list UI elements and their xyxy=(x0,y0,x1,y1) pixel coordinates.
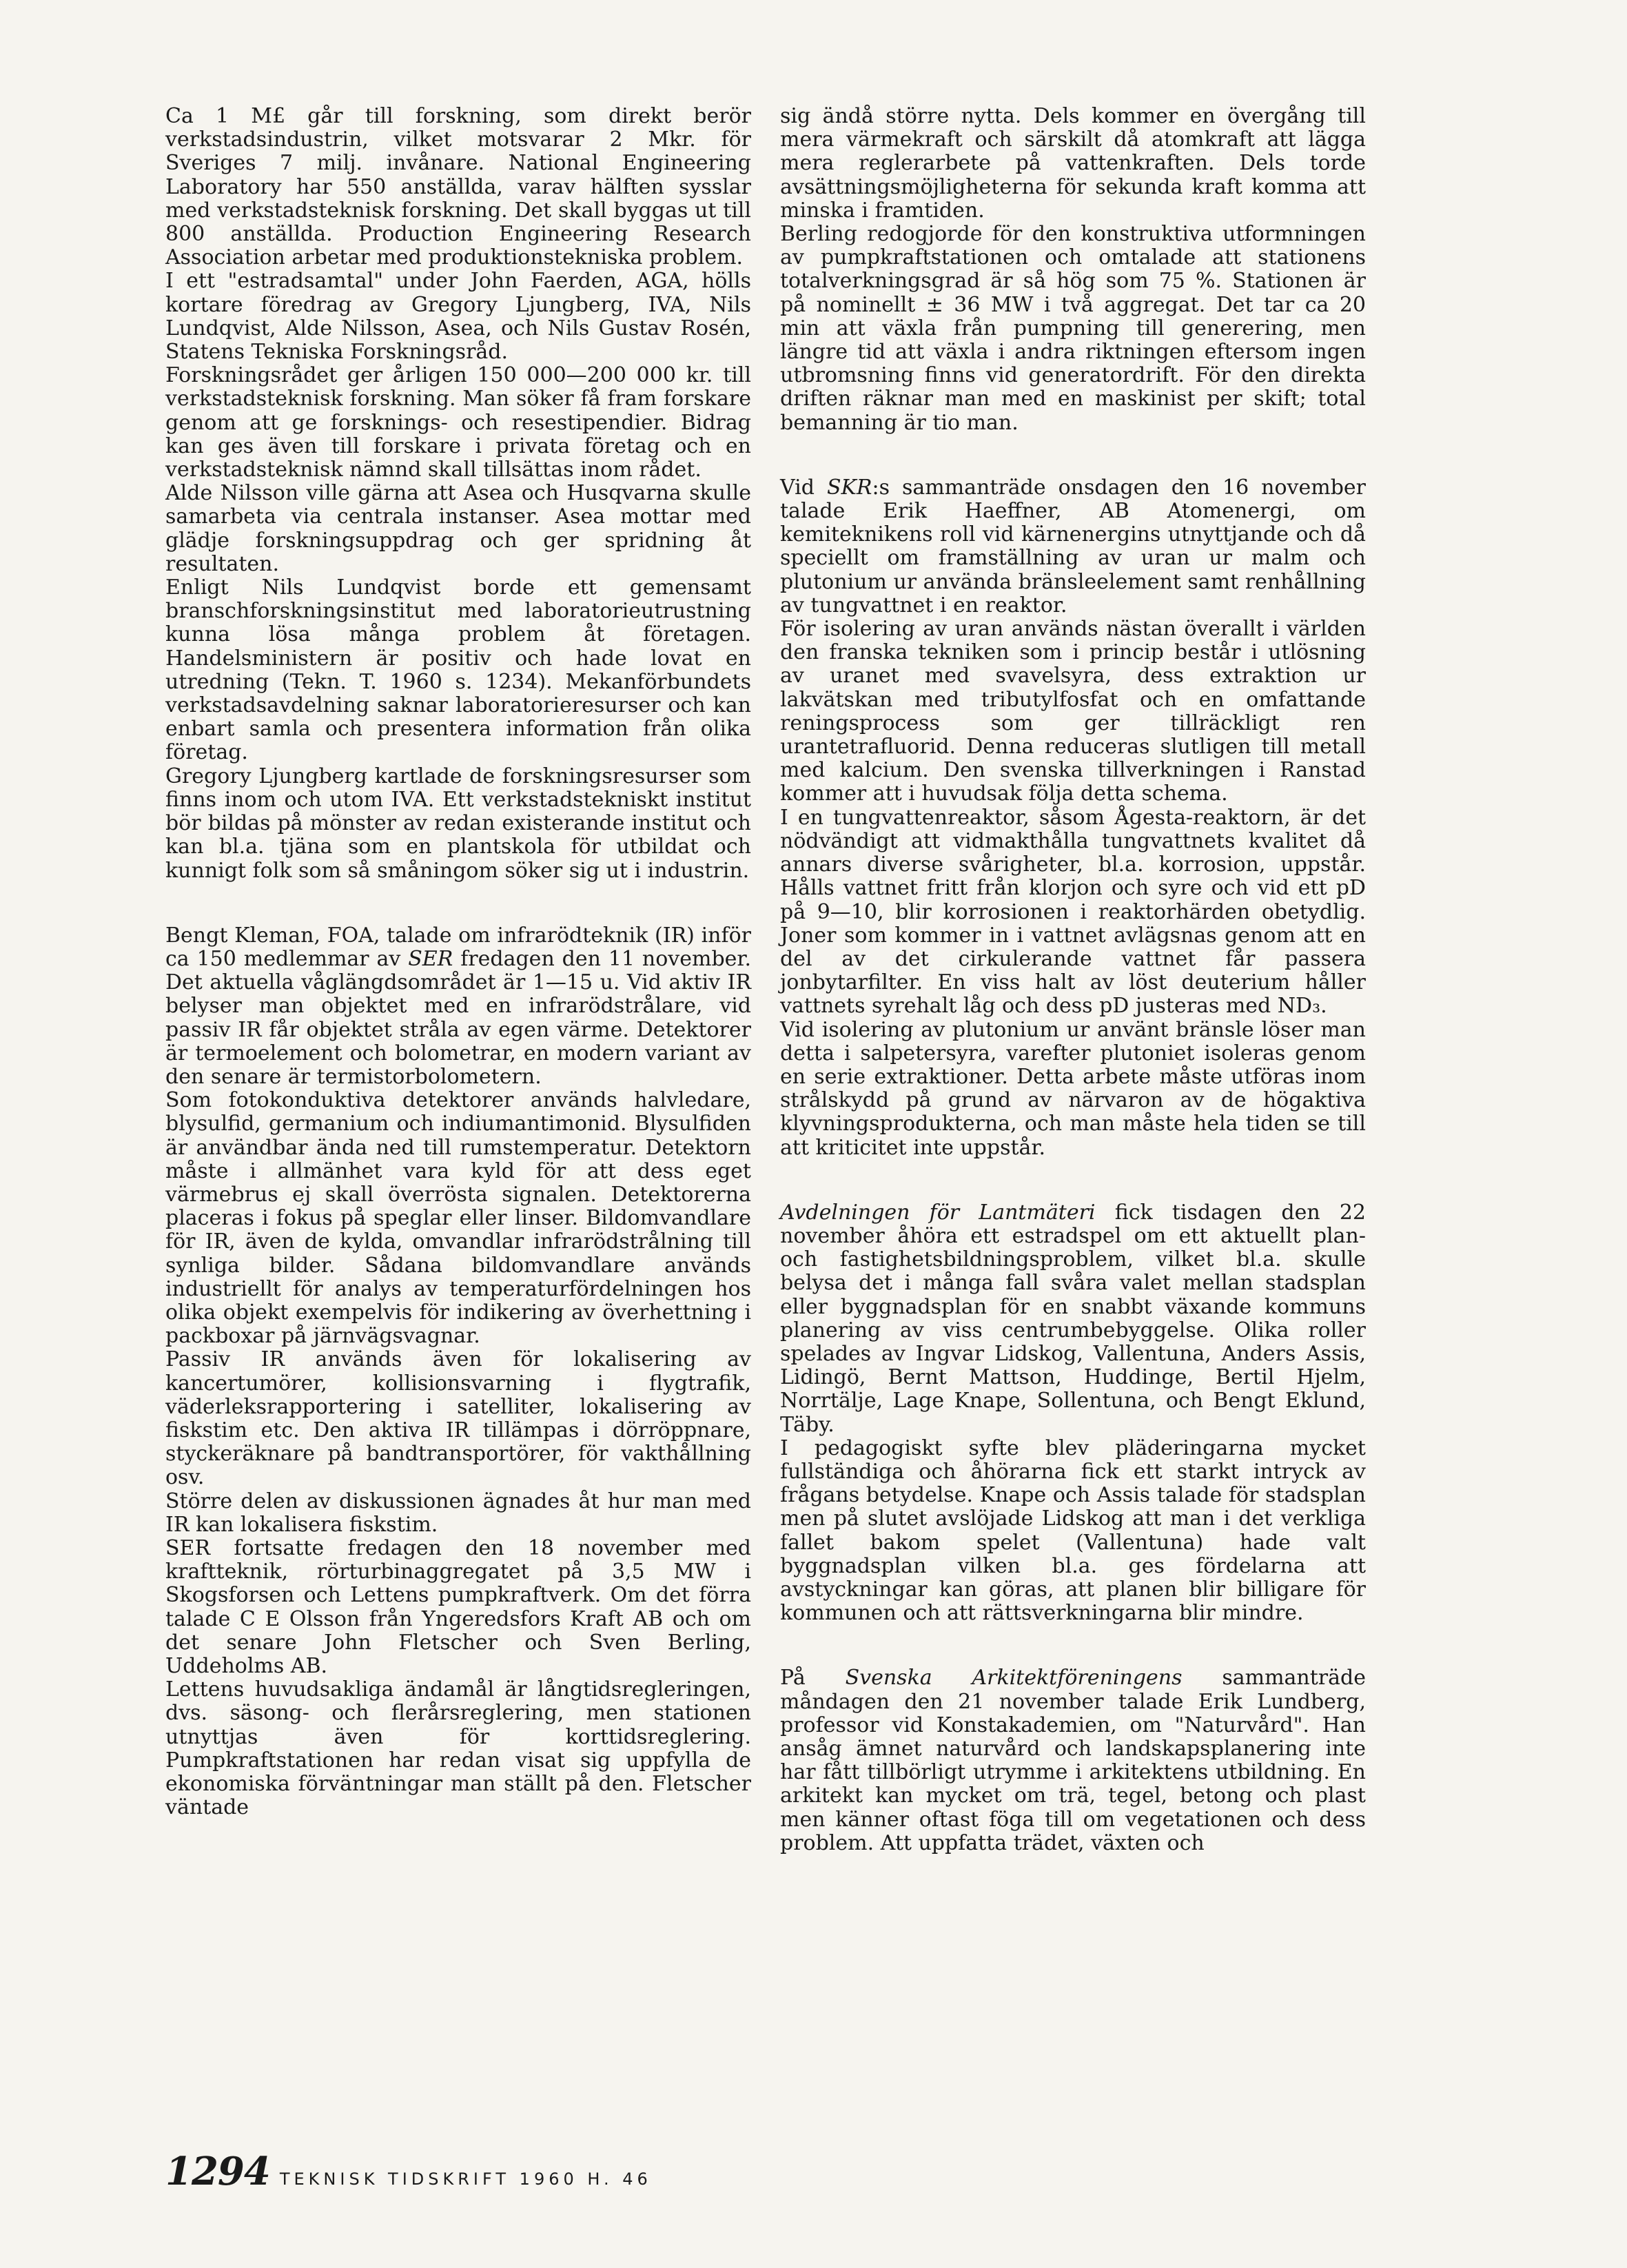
text-run: Vid xyxy=(780,475,827,500)
paragraph: Lettens huvudsakliga ändamål är långtidsregleringen, dvs. säsong- och flerårsreglering, men stationen utnyttjas även för korttidsreglering. Pumpkraftstationen har redan visat sig uppfylla de ekonomiska förväntningar man ställt på den. Fletscher väntade xyxy=(165,1677,751,1820)
paragraph xyxy=(165,924,751,1089)
paragraph: Enligt Nils Lundqvist borde ett gemensamt branschforskningsinstitut med laboratorieutrustning kunna lösa många problem åt företagen. Handelsministern är positiv och hade lovat en utredning (Tekn. T. 1960 s. 1234). Mekanförbundets verkstadsavdelning saknar laboratorieresurser och kan enbart samla och presentera information från olika företag. xyxy=(165,575,751,765)
page-number: 1294 xyxy=(165,2149,270,2194)
paragraph: Gregory Ljungberg kartlade de forskningsresurser som finns inom och utom IVA. Ett verkstadstekniskt institut bör bildas på mönster av redan existerande institut och kan bl.a. tjäna som en plantskola för utbildat och kunnigt folk som så småningom söker sig ut i industrin. xyxy=(165,764,751,883)
paragraph: I pedagogiskt syfte blev pläderingarna mycket fullständiga och åhörarna fick ett starkt intryck av frågans betydelse. Knape och Assis talade för stadsplan men på slutet avslöjade Lidskog att man i det verkliga fallet bakom spelet (Vallentuna) hade valt byggnadsplan vilken bl.a. ges fördelarna att avstyckningar kan göras, att planen blir billigare för kommunen och att rättsverkningarna blir mindre. xyxy=(780,1436,1366,1626)
paragraph: Som fotokonduktiva detektorer används halvledare, blysulfid, germanium och indiumantimonid. Blysulfiden är användbar ända ned till rumstemperatur. Detektorn måste i allmänhet vara kyld för att dess eget värmebrus ej skall överrösta signalen. Detektorerna placeras i fokus på speglar eller linser. Bildomvandlare för IR, även de kylda, omvandlar infrarödstrålning till synliga bilder. Sådana bildomvandlare används industriellt för analys av temperaturfördelningen hos olika objekt exempelvis för indikering av överhettning i packboxar på järnvägsvagnar. xyxy=(165,1088,751,1349)
text-run: fick tisdagen den 22 november åhöra ett estradspel om ett aktuellt plan- och fastighetsbildningsproblem, vilket bl.a. skulle belysa det i många fall svåra valet mellan stadsplan eller byggnadsplan för en snabbt växande kommuns planering av viss centrumbebyggelse. Olika roller spelades av Ingvar Lidskog, Vallentuna, Anders Assis, Lidingö, Bernt Mattson, Huddinge, Bertil Hjelm, Norrtälje, Lage Knape, Sollentuna, och Bengt Eklund, Täby. xyxy=(780,1200,1366,1437)
page-footer xyxy=(165,2149,652,2194)
paragraph: sig ändå större nytta. Dels kommer en övergång till mera värmekraft och särskilt då atomkraft att lägga mera reglerarbete på vattenkraften. Dels torde avsättningsmöjligheterna för sekunda kraft komma att minska i framtiden. xyxy=(780,104,1366,223)
paragraph: I en tungvattenreaktor, såsom Ågesta-reaktorn, är det nödvändigt att vidmakthålla tungvattnets kvalitet då annars diverse svårigheter, bl.a. korrosion, uppstår. Hålls vattnet fritt från klorjon och syre och vid ett pD på 9—10, blir korrosionen i reaktorhärden obetydlig. Joner som kommer in i vattnet avlägsnas genom att en del av det cirkulerande vattnet får passera jonbytarfilter. En viss halt av löst deuterium håller vattnets syrehalt låg och dess pD justeras med ND₃. xyxy=(780,805,1366,1019)
paragraph: Vid isolering av plutonium ur använt bränsle löser man detta i salpetersyra, varefter plutoniet isoleras genom en serie extraktioner. Detta arbete måste utföras inom strålskydd på grund av närvaron av de högaktiva klyvningsprodukterna, och man måste hela tiden se till att kriticitet inte uppstår. xyxy=(780,1017,1366,1160)
text-run: sammanträde måndagen den 21 november talade Erik Lundberg, professor vid Konstakademien, om "Naturvård". Han ansåg ämnet naturvård och landskapsplanering inte har fått tillbörligt utrymme i arkitektens utbildning. En arkitekt kan mycket om trä, tegel, betong och plast men känner oftast föga till om vegetationen och dess problem. Att uppfatta trädet, växten och xyxy=(780,1666,1366,1855)
left-column xyxy=(165,105,751,1819)
paragraph: För isolering av uran används nästan överallt i världen den franska tekniken som i princip består i utlösning av uranet med svavelsyra, dess extraktion ur lakvätskan med tributylfosfat och en omfattande reningsprocess som ger tillräckligt ren urantetrafluorid. Denna reduceras slutligen till metall med kalcium. Den svenska tillverkningen i Ranstad kommer att i huvudsak följa detta schema. xyxy=(780,617,1366,806)
paragraph: Alde Nilsson ville gärna att Asea och Husqvarna skulle samarbeta via centrala instanser. Asea mottar med glädje forskningsuppdrag och ger spridning åt resultaten. xyxy=(165,481,751,576)
paragraph: Forskningsrådet ger årligen 150 000—200 000 kr. till verkstadsteknisk forskning. Man söker få fram forskare genom att ge forsknings- och resestipendier. Bidrag kan ges även till forskare i privata företag och en verkstadsteknisk nämnd skall tillsättas inom rådet. xyxy=(165,363,751,482)
paragraph: SER fortsatte fredagen den 18 november med kraftteknik, rörturbinaggregatet på 3,5 MW i Skogsforsen och Lettens pumpkraftverk. Om det förra talade C E Olsson från Yngeredsfors Kraft AB och om det senare John Fletscher och Sven Berling, Uddeholms AB. xyxy=(165,1535,751,1678)
right-column xyxy=(780,105,1366,1855)
text-run: :s sammanträde onsdagen den 16 november talade Erik Haeffner, AB Atomenergi, om kemiteknikens roll vid kärnenergins utnyttjande och då speciellt om framställning av uran ur malm och plutonium ur använda bränsleelement samt renhållning av tungvattnet i en reaktor. xyxy=(780,475,1366,617)
organization-name: Avdelningen för Lantmäteri xyxy=(780,1200,1096,1225)
paragraph xyxy=(780,476,1366,617)
paragraph: Passiv IR används även för lokalisering av kancertumörer, kollisionsvarning i flygtrafik, väderleksrapportering i satelliter, lokalisering av fiskstim etc. Den aktiva IR tillämpas i dörröppnare, styckeräknare på bandtransportörer, för vakthållning osv. xyxy=(165,1347,751,1490)
paragraph: Större delen av diskussionen ägnades åt hur man med IR kan lokalisera fiskstim. xyxy=(165,1489,751,1537)
paragraph: Berling redogjorde för den konstruktiva utformningen av pumpkraftstationen och omtalade att stationens totalverkningsgrad är så hög som 75 %. Stationen är på nominellt ± 36 MW i två aggregat. Det tar ca 20 min att växla från pumpning till generering, men längre tid att växla i andra riktningen eftersom ingen utbromsning finns vid generatordrift. För den direkta driften räknar man med en maskinist per skift; total bemanning är tio man. xyxy=(780,222,1366,435)
organization-name: Svenska Arkitektföreningens xyxy=(845,1666,1183,1690)
text-run: fredagen den 11 november. Det aktuella våglängdsområdet är 1—15 u. Vid aktiv IR belyser man objektet med en infrarödstrålare, vid passiv IR får objektet stråla av egen värme. Detektorer är termoelement och bolometrar, en modern variant av den senare är termistorbolometern. xyxy=(165,946,751,1089)
paragraph xyxy=(780,1666,1366,1855)
paragraph xyxy=(780,1201,1366,1437)
journal-reference: TEKNISK TIDSKRIFT 1960 H. 46 xyxy=(279,2169,652,2189)
text-run: Bengt Kleman, FOA, talade om infrarödteknik (IR) inför ca 150 medlemmar av xyxy=(165,923,751,971)
organization-name: SER xyxy=(408,946,453,971)
organization-name: SKR xyxy=(826,475,872,500)
paragraph: I ett "estradsamtal" under John Faerden, AGA, hölls kortare föredrag av Gregory Ljungberg, IVA, Nils Lundqvist, Alde Nilsson, Asea, och Nils Gustav Rosén, Statens Tekniska Forskningsråd. xyxy=(165,269,751,365)
paragraph: Ca 1 M£ går till forskning, som direkt berör verkstadsindustrin, vilket motsvarar 2 Mkr. för Sveriges 7 milj. invånare. National Engineering Laboratory har 550 anställda, varav hälften sysslar med verkstadsteknisk forskning. Det skall byggas ut till 800 anställda. Production Engineering Research Association arbetar med produktionstekniska problem. xyxy=(165,104,751,270)
text-run: På xyxy=(780,1666,846,1690)
